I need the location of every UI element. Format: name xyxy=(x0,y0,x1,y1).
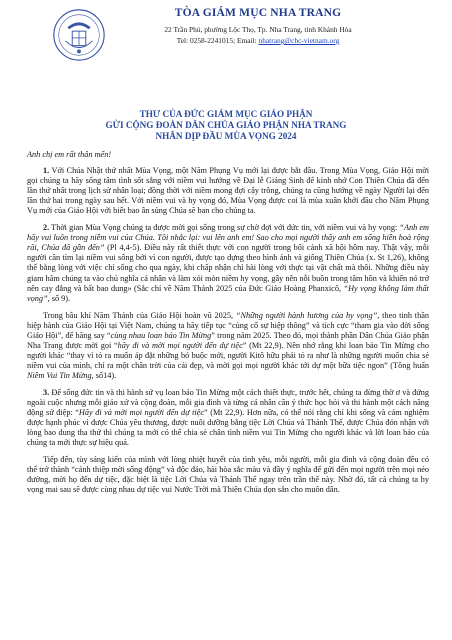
letter-body xyxy=(27,150,429,502)
org-name: TÒA GIÁM MỤC NHA TRANG xyxy=(174,7,342,19)
scripture-quote: “Anh em hãy vui luôn trong niềm vui của Chúa. Tôi nhắc lại: vui lên anh em! Sao cho mọi người thấy anh em sống hiền hoà rộng rãi, Chúa đã gần đến” xyxy=(27,223,429,253)
org-address: 22 Trần Phú, phường Lộc Thọ, Tp. Nha Trang, tỉnh Khánh Hòa xyxy=(164,25,352,34)
paragraph-text: Tiếp đến, tùy sáng kiến của mình với lòng nhiệt huyết của tình yêu, mỗi người, mỗi gia đình và cộng đoàn đều có thể trở thành “cánh thiệp mời sống động” và độc đáo, hài hòa sắc màu và đầy ý nghĩa để gửi đến mọi người trên mọi nẻo đường, mời họ đến dự tiệc, đặc biệt là tiệc Lời Chúa và Thánh Thể ngay trên trần thế này. Nhờ đó, tất cả chúng ta hy vọng mai sau sẽ được cùng nhau dự tiệc vui Nước Trời mà Thiên Chúa dọn sẵn cho muôn dân. xyxy=(27,455,429,495)
paragraph-number: 3. xyxy=(43,387,50,397)
paragraph-text: Trong bầu khí Năm Thánh của Giáo Hội hoàn vũ 2025, xyxy=(43,310,236,320)
org-phone: Tel: 0258-2241015; Email: xyxy=(176,36,259,45)
org-contact xyxy=(108,36,408,45)
document-title: Niềm Vui Tin Mừng xyxy=(27,370,92,380)
diocese-seal-icon xyxy=(50,6,108,64)
paragraph-text: Với Chúa Nhật thứ nhất Mùa Vọng, một Năm Phụng Vụ mới lại được bắt đầu. Trong Mùa Vọng, Giáo Hội mời gọi chúng ta hãy sống tâm tình sốt sắng với niềm vui hướng về Đại lễ Giáng Sinh để kính nhớ Con Thiên Chúa đã đến lần thứ nhất trong lịch sử nhân loại; đồng thời với niềm mong đợi cậy trông, chúng ta cũng hướng về ngày Người lại đến lần thứ hai trong ngày sau hết. Với niềm vui và hy vọng đó, Mùa Vọng được coi là mùa xuân khởi đầu cho Năm Phụng Vụ mới của Giáo Hội với biết bao ân sủng Chúa sẽ ban cho chúng ta. xyxy=(27,166,429,216)
paragraph-4 xyxy=(27,388,429,448)
greeting: Anh chị em rất thân mến! xyxy=(27,150,112,159)
quote-phrase: cùng nhau loan báo Tin Mừng xyxy=(110,330,212,340)
letter-title-line-3: NHÂN DỊP ĐẦU MÙA VỌNG 2024 xyxy=(155,131,297,141)
paragraph-text: ” (Mt 22,9). Hơn nữa, có thể nói rằng chỉ khi sống và cảm nghiệm được hạnh phúc vì được Chúa yêu thương, được nuôi dưỡng bằng tiệc Lời Chúa và Thánh Thể, được Chúa đón nhận với lòng bao dung tha thứ thì chúng ta mới có thể chia sẻ chân tình niềm vui Tin Mừng cho người khác và lời loan báo của chúng ta mới thực sự hiệu quả. xyxy=(27,408,429,448)
paragraph-2 xyxy=(27,223,429,303)
letter-title-line-2: GỬI CỘNG ĐOÀN DÂN CHÚA GIÁO PHẬN NHA TRANG xyxy=(105,120,347,130)
paragraph-number: 1. xyxy=(43,166,50,176)
paragraph-text: (Pl 4,4-5). Điều này rất thiết thực với con người trong bối cảnh xã hội hôm nay. Thật vậy, mỗi người cần tìm lại niềm vui sống bởi vì con người, được tạo dựng theo hình ảnh và giống Thiên Chúa (x. St 1,26), không thể bằng lòng với việc chỉ sống cho qua ngày, khi chấp nhận chỉ hài lòng với thực tại vật chất mà thôi. Những điều này giam hãm chúng ta vào chủ nghĩa cá nhân và làm xói mòn niềm hy vọng, gây nên nỗi buồn trong tâm hồn và khiến nó trở nên cay đắng và bất bao dung» (Sắc chỉ về Năm Thánh 2025 của Đức Giáo Hoàng Phanxicô, xyxy=(27,243,429,293)
paragraph-text: ” (Mt 22,9). Nên nhớ rằng khi loan báo Tin Mừng cho người khác “thay vì tỏ ra muốn áp đặt những bó buộc mới, người Kitô hữu phải tỏ ra như là những người muốn chia sẻ niềm vui của mình, chỉ ra một chân trời của cái đẹp, và mời gọi mọi người khác tới dự một bữa tiệc ngon” (Tông huấn xyxy=(27,340,429,370)
quote-phrase: Hãy đi và mời mọi người đến dự tiệc xyxy=(78,408,205,418)
paragraph-text: ” trong năm 2025. Theo đó, mọi thành phần Dân Chúa Giáo phận Nha Trang được mời gọi “ xyxy=(27,330,429,350)
paragraph-text: Để sống đức tin và thi hành sứ vụ loan báo Tin Mừng một cách thiết thực, trước hết, chúng ta đừng thờ ơ và đứng ngoài cuộc nhưng mỗi giáo xứ và cộng đoàn, mỗi gia đình và từng cá nhân cần ý thức học hỏi và thi hành một cách năng động sứ điệp: “ xyxy=(27,387,429,418)
jubilee-motto: “Những người hành hương của hy vọng” xyxy=(235,310,378,320)
quote-phrase: hãy đi và mời mọi người đến dự tiệc xyxy=(117,340,243,350)
paragraph-text: , theo tinh thần hiệp hành của Giáo Hội tại Việt Nam, chúng ta hãy tiếp tục “củng cố sự hiệp thông” và tích cực “tham gia vào đời sống Giáo Hội”, để hăng say “ xyxy=(27,310,430,340)
paragraph-5 xyxy=(27,455,429,495)
letter-title-line-1: THƯ CỦA ĐỨC GIÁM MỤC GIÁO PHẬN xyxy=(139,109,313,119)
paragraph-number: 2. xyxy=(43,223,50,233)
paragraph-text: , số14). xyxy=(91,370,117,380)
paragraph-text: , số 9). xyxy=(47,293,71,303)
paragraph-text: Thời gian Mùa Vọng chúng ta được mời gọi sống trong sự chờ đợi với đức tin, với niềm vui và hy vọng: xyxy=(51,223,400,233)
org-email-link[interactable]: nhatrang@cbc-vietnam.org xyxy=(258,36,340,45)
document-title: “Hy vọng không làm thất vọng” xyxy=(27,283,429,303)
paragraph-3 xyxy=(27,311,429,381)
paragraph-1 xyxy=(27,166,429,216)
